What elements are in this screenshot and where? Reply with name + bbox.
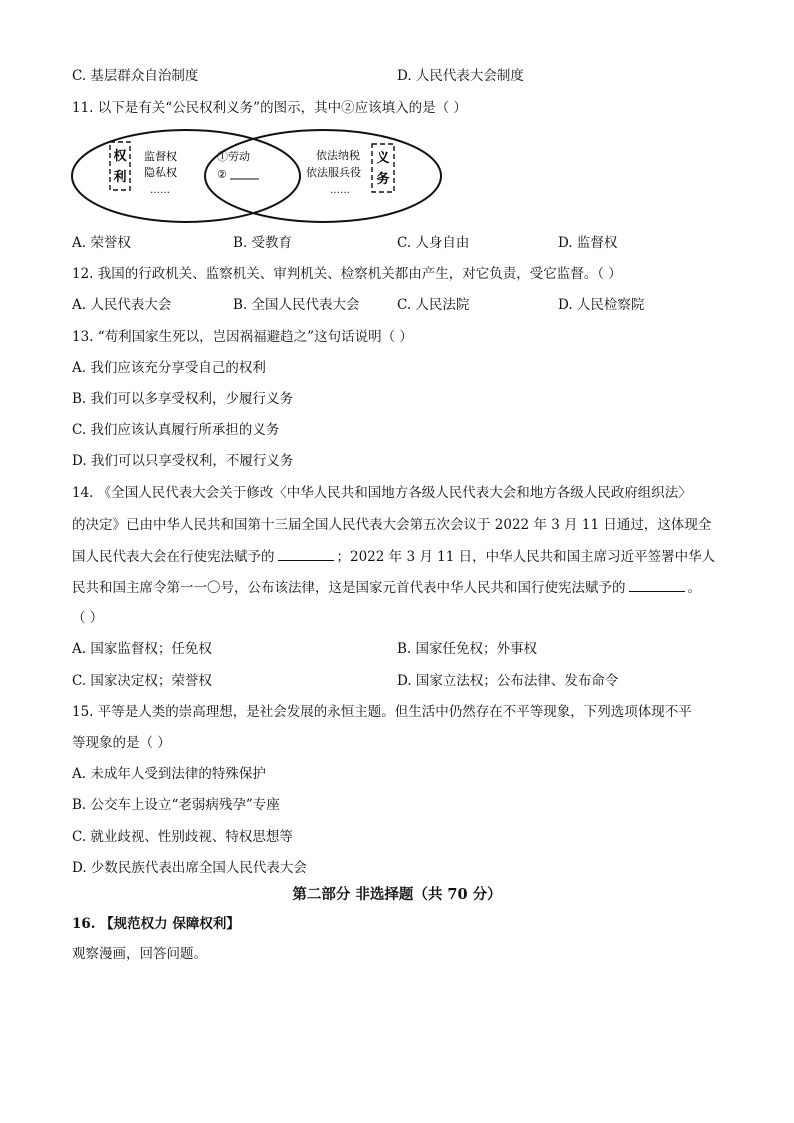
q14-stem-line-4: [72, 577, 701, 598]
q12-option-b: B. 全国人民代表大会: [233, 297, 360, 313]
q13-option-a: A. 我们应该充分享受自己的权利: [72, 360, 266, 376]
q16-instruction: 观察漫画，回答问题。: [72, 946, 207, 962]
duties-item-1: 依法纳税: [316, 149, 360, 162]
q10-option-c: C. 基层群众自治制度: [72, 68, 199, 84]
duties-item-3: ……: [330, 185, 350, 196]
q12-option-d: D. 人民检察院: [558, 297, 645, 313]
q13-stem: 13. “苟利国家生死以，岂因祸福避趋之”这句话说明（ ）: [72, 329, 413, 345]
q15-option-b: B. 公交车上设立“老弱病残孕”专座: [72, 797, 280, 813]
q14-line-4-part-2: 。: [687, 580, 701, 596]
q14-stem-line-2: 的决定》已由中华人民共和国第十三届全国人民代表大会第五次会议于 2022 年 3 月 11 日通过，这体现全: [72, 517, 712, 533]
overlap-item-1: ①劳动: [217, 150, 250, 163]
q10-option-d: D. 人民代表大会制度: [397, 68, 524, 84]
duties-label-char-1: 义: [376, 151, 390, 166]
q14-option-c: C. 国家决定权；荣誉权: [72, 673, 212, 689]
q14-blank-2: [629, 577, 685, 592]
q14-line-3-part-1: 国人民代表大会在行使宪法赋予的: [72, 549, 275, 565]
q14-option-a: A. 国家监督权；任免权: [72, 641, 212, 657]
q14-option-b: B. 国家任免权；外事权: [397, 641, 538, 657]
rights-item-3: ……: [150, 185, 170, 196]
q12-option-a: A. 人民代表大会: [72, 297, 172, 313]
q11-option-c: C. 人身自由: [397, 235, 470, 251]
q14-stem-line-1: 14. 《全国人民代表大会关于修改〈中华人民共和国地方各级人民代表大会和地方各级人民政府组织法〉: [72, 485, 692, 501]
q14-answer-paren: （ ）: [72, 610, 104, 626]
overlap-item-2: ②: [217, 168, 227, 181]
q12-stem: 12. 我国的行政机关、监察机关、审判机关、检察机关都由产生，对它负责，受它监督。（ ）: [72, 266, 622, 282]
q11-venn-diagram: [68, 124, 448, 228]
q13-option-d: D. 我们可以只享受权利，不履行义务: [72, 453, 294, 469]
rights-label-char-2: 利: [113, 170, 127, 185]
q15-stem-line-1: 15. 平等是人类的崇高理想，是社会发展的永恒主题。但生活中仍然存在不平等现象，下列选项体现不平: [72, 704, 692, 720]
q11-option-a: A. 荣誉权: [72, 235, 131, 251]
q12-option-c: C. 人民法院: [397, 297, 470, 313]
part-two-title: 第二部分 非选择题（共 70 分）: [292, 886, 502, 903]
rights-item-2: 隐私权: [144, 166, 177, 179]
q13-option-c: C. 我们应该认真履行所承担的义务: [72, 422, 280, 438]
q15-stem-line-2: 等现象的是（ ）: [72, 735, 171, 751]
q15-option-c: C. 就业歧视、性别歧视、特权思想等: [72, 829, 293, 845]
q14-option-d: D. 国家立法权；公布法律、发布命令: [397, 673, 619, 689]
q16-title: 16. 【规范权力 保障权利】: [72, 916, 240, 932]
q11-option-b: B. 受教育: [233, 235, 293, 251]
duties-label-char-2: 务: [376, 172, 390, 187]
q13-option-b: B. 我们可以多享受权利，少履行义务: [72, 391, 294, 407]
rights-item-1: 监督权: [144, 150, 177, 163]
rights-label-char-1: 权: [113, 149, 127, 164]
q11-option-d: D. 监督权: [558, 235, 618, 251]
q14-stem-line-3: [72, 546, 715, 567]
duties-item-2: 依法服兵役: [306, 166, 361, 179]
q11-stem: 11. 以下是有关“公民权利义务”的图示，其中②应该填入的是（ ）: [72, 100, 467, 116]
q14-line-3-part-2: ；2022 年 3 月 11 日，中华人民共和国主席习近平签署中华人: [336, 549, 716, 565]
q15-option-a: A. 未成年人受到法律的特殊保护: [72, 766, 266, 782]
q15-option-d: D. 少数民族代表出席全国人民代表大会: [72, 860, 307, 876]
q14-line-4-part-1: 民共和国主席令第一一〇号，公布该法律，这是国家元首代表中华人民共和国行使宪法赋予的: [72, 580, 626, 596]
rights-ellipse: [72, 130, 300, 222]
q14-blank-1: [278, 546, 334, 561]
